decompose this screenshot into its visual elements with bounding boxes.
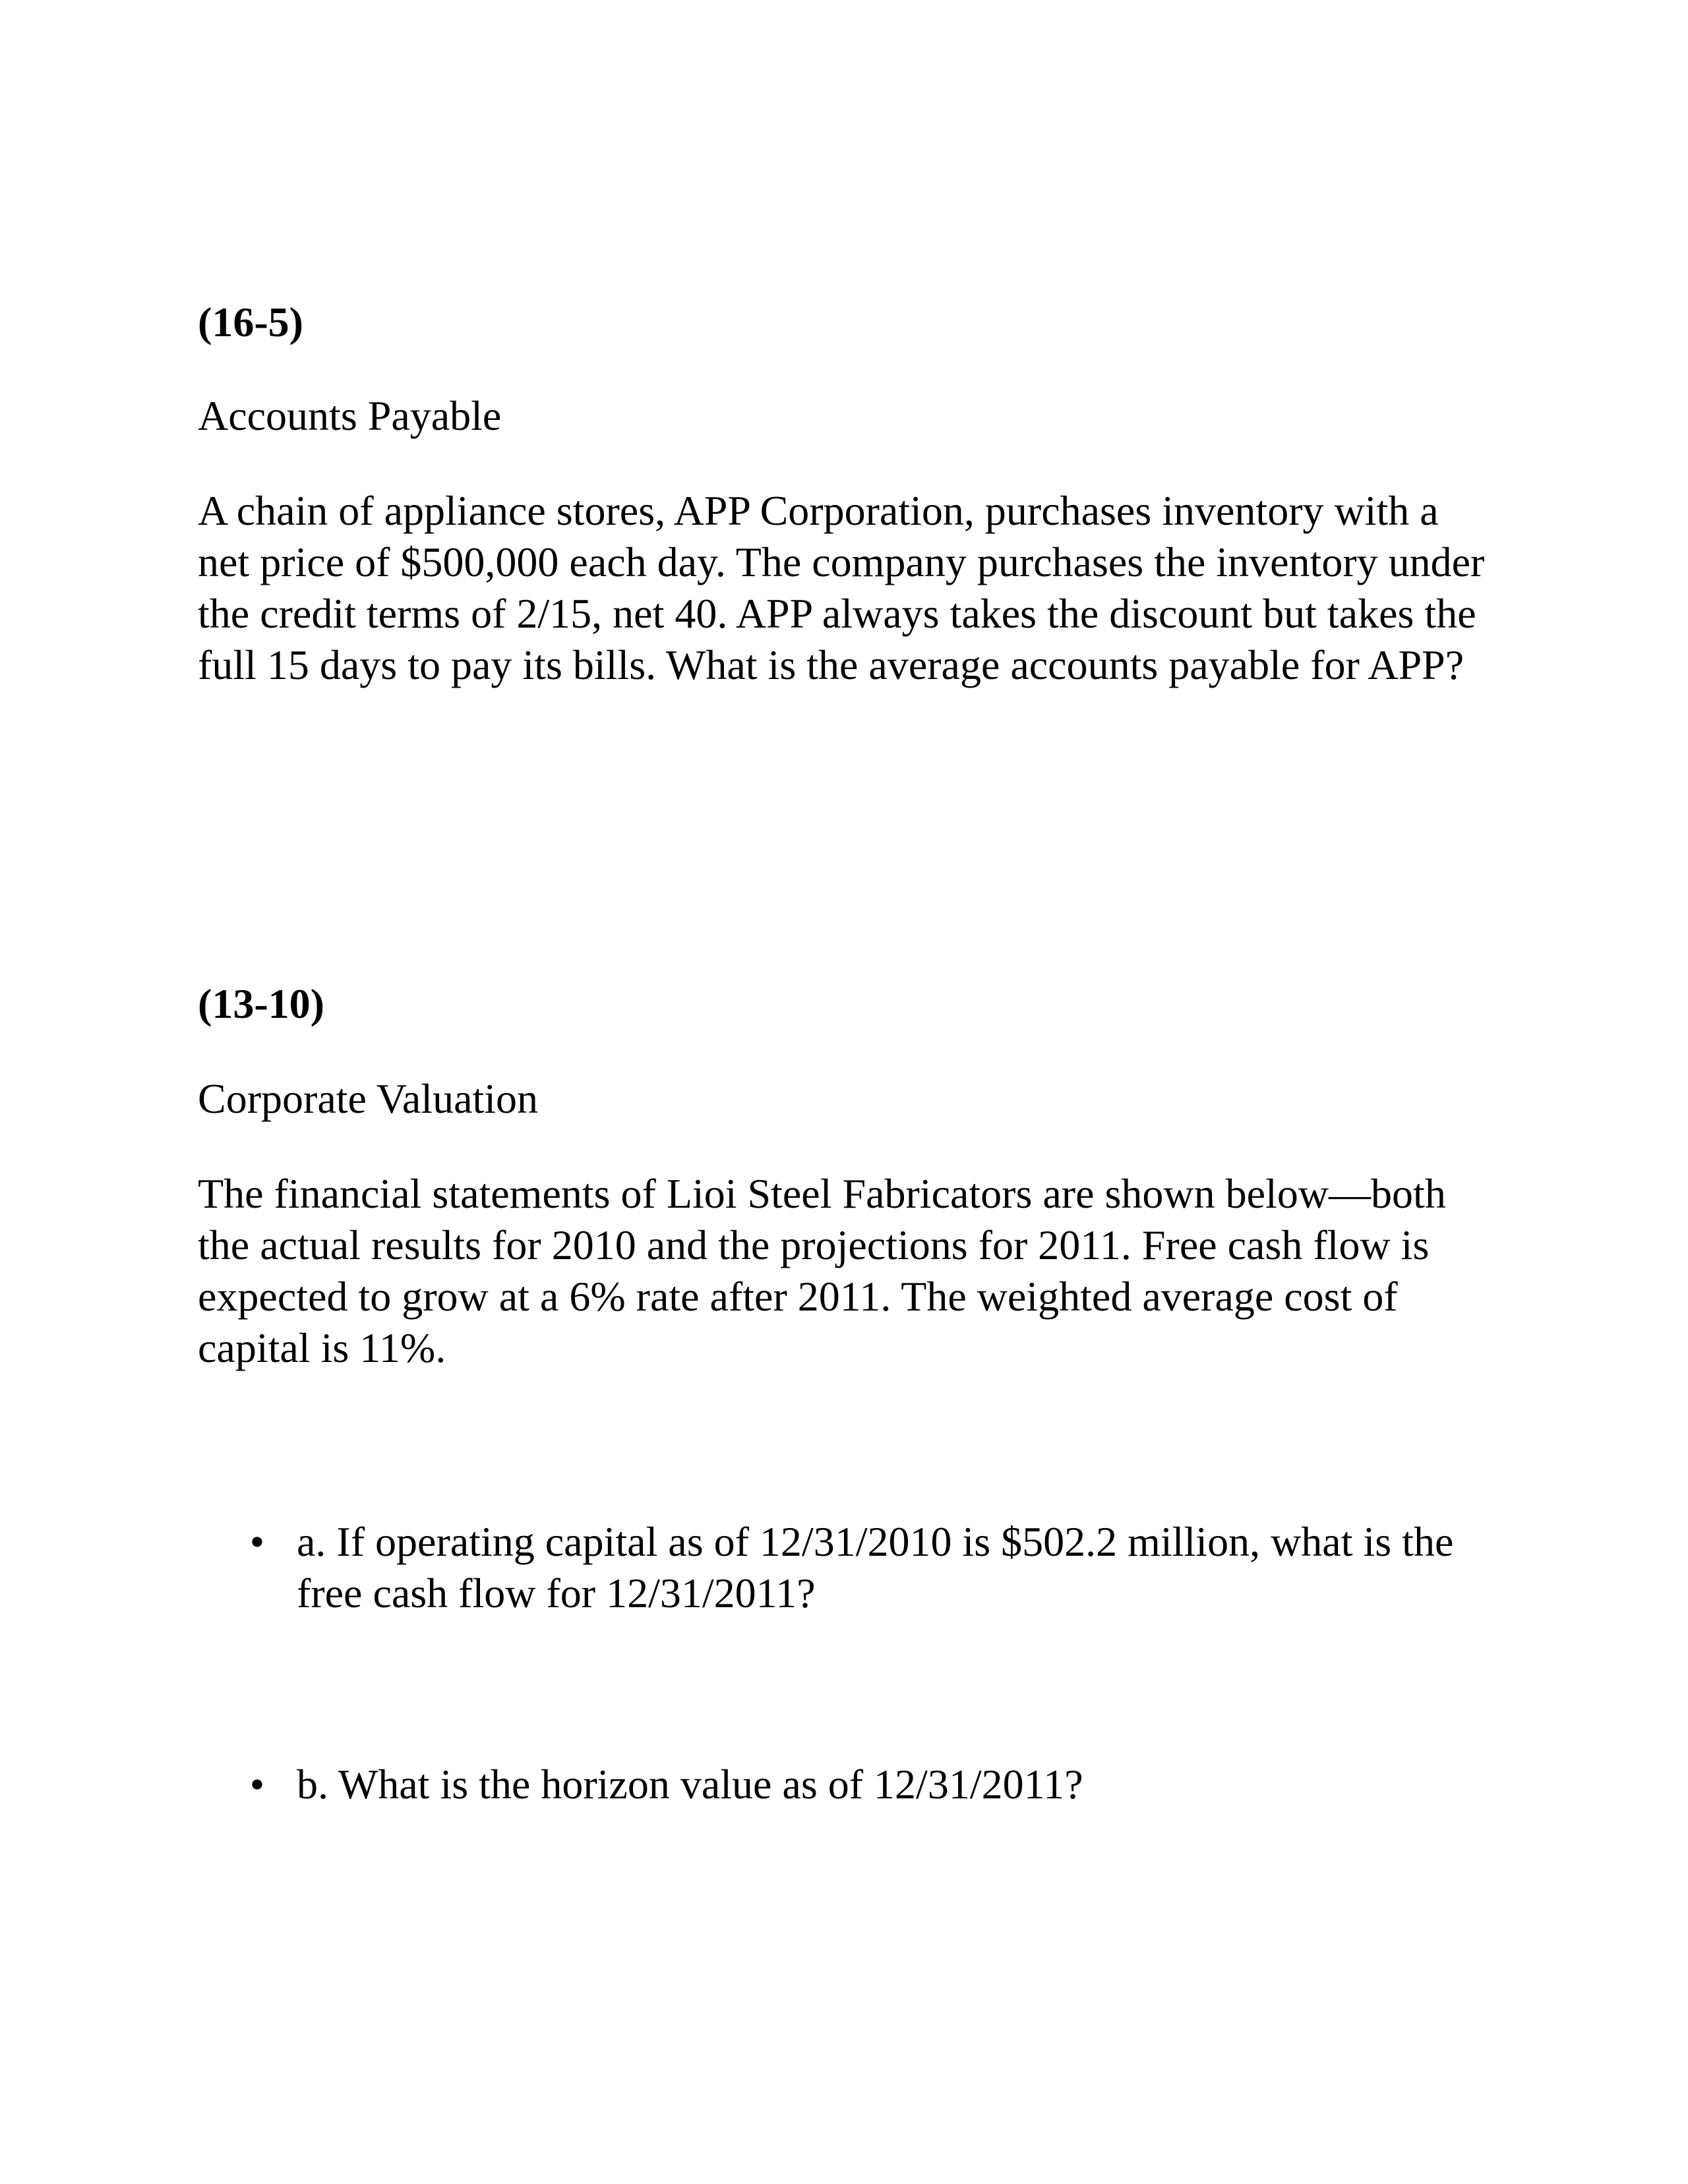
- problem-2-body: The financial statements of Lioi Steel Fabricators are shown below—both the actual results for 2010 and the projections for 2011. Free cash flow is expected to grow at a 6% rate after 2011. The weighted average cost of capital is 11%.: [198, 1170, 1446, 1371]
- question-a: a. If operating capital as of 12/31/2010 is $502.2 million, what is the free cash flow for 12/31/2011?: [297, 1518, 1454, 1616]
- problem-1-body: A chain of appliance stores, APP Corporation, purchases inventory with a net price of $500,000 each day. The company purchases the inventory under the credit terms of 2/15, net 40. APP always takes the discount but takes the full 15 days to pay its bills. What is the average accounts payable for APP?: [198, 487, 1485, 688]
- problem-2-title: Corporate Valuation: [198, 1075, 539, 1122]
- problem-2-code: (13-10): [198, 980, 324, 1027]
- bullet-icon: •: [249, 1761, 265, 1808]
- problem-1-code: (16-5): [198, 299, 303, 345]
- problem-1-title: Accounts Payable: [198, 392, 502, 439]
- question-b: b. What is the horizon value as of 12/31/2011?: [297, 1761, 1083, 1808]
- bullet-icon: •: [249, 1518, 265, 1565]
